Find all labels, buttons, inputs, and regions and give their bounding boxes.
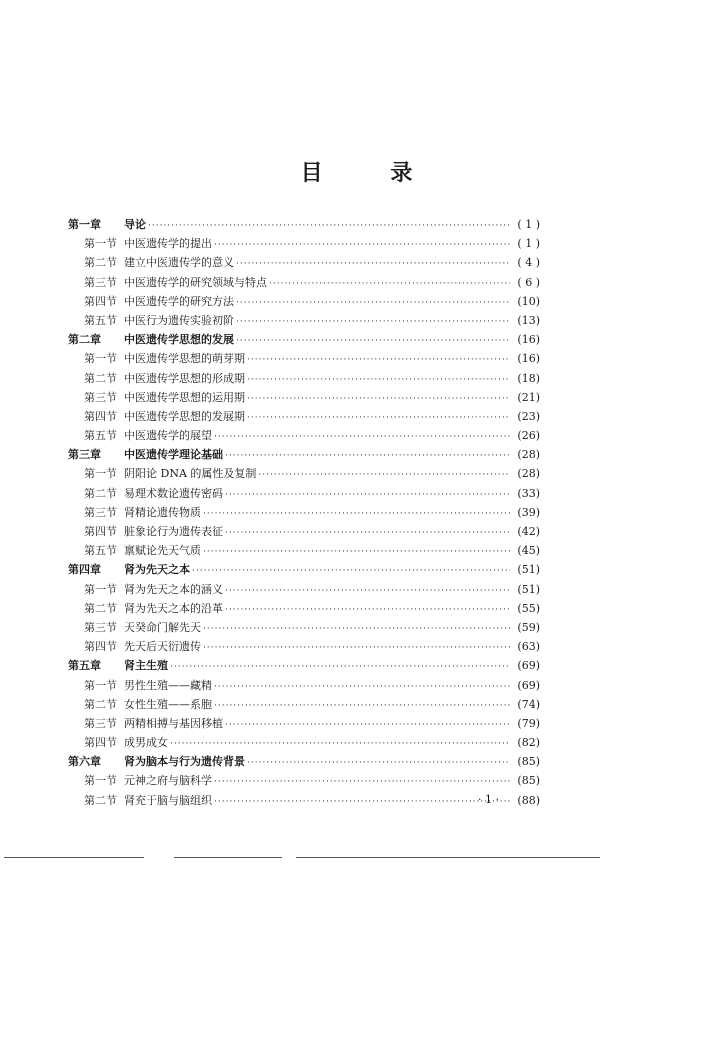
dot-leader: [203, 639, 510, 658]
toc-entry-title: 导论: [124, 218, 146, 231]
toc-entry-title: 中医行为遗传实验初阶: [124, 313, 234, 327]
dot-leader: [258, 466, 510, 485]
toc-entry-number: 第三节: [84, 275, 117, 289]
toc-entry-page: (33): [517, 486, 540, 500]
toc-entry-page: (28): [517, 448, 540, 462]
toc-entry-page: ( 4 ): [517, 256, 540, 270]
toc-entry-number: 第三节: [84, 620, 117, 634]
toc-entry-number: 第五节: [84, 429, 117, 443]
toc-entry-title: 中医遗传学思想的萌芽期: [124, 352, 245, 366]
toc-section-row: [68, 407, 540, 426]
dot-leader: [269, 275, 510, 294]
toc-section-row: [68, 349, 540, 368]
toc-entry-title: 元神之府与脑科学: [124, 774, 212, 788]
toc-entry-number: 第四节: [84, 640, 117, 654]
toc-entry-page: (59): [517, 620, 540, 634]
toc-entry-title: 肾为先天之本的涵义: [124, 582, 223, 596]
toc-chapter-row: [68, 560, 540, 579]
toc-entry-title: 阴阳论 DNA 的属性及复制: [124, 467, 257, 481]
toc-entry-page: (28): [517, 467, 540, 481]
dot-leader: [236, 255, 510, 274]
toc-entry-page: (74): [517, 697, 540, 711]
toc-entry-title: 禀赋论先天气质: [124, 544, 201, 558]
toc-entry-title: 中医遗传学理论基础: [124, 448, 223, 462]
toc-section-row: [68, 733, 540, 752]
dot-leader: [214, 236, 510, 255]
toc-section-row: [68, 369, 540, 388]
toc-section-row: [68, 599, 540, 618]
dot-leader: [247, 390, 510, 409]
toc-entry-number: 第二节: [84, 371, 117, 385]
toc-entry-title: 肾为先天之本的沿革: [124, 601, 223, 615]
toc-section-row: [68, 676, 540, 695]
toc-entry-number: 第三节: [84, 716, 117, 730]
toc-entry-page: (55): [517, 601, 540, 615]
toc-entry-title: 中医遗传学思想的形成期: [124, 371, 245, 385]
toc-section-row: [68, 695, 540, 714]
toc-entry-number: 第四章: [68, 563, 101, 577]
table-of-contents: [68, 215, 540, 810]
toc-section-row: [68, 522, 540, 541]
toc-entry-title: 中医遗传学的研究方法: [124, 294, 234, 308]
toc-entry-number: 第三节: [84, 505, 117, 519]
toc-entry-title: 男性生殖——藏精: [124, 678, 212, 692]
toc-entry-page: (69): [517, 659, 540, 673]
dot-leader: [225, 716, 510, 735]
toc-entry-number: 第四节: [84, 525, 117, 538]
toc-entry-title: 肾精论遗传物质: [124, 505, 201, 519]
toc-entry-number: 第一节: [84, 582, 117, 596]
toc-entry-number: 第二节: [84, 697, 117, 711]
toc-section-row: [68, 503, 540, 522]
toc-entry-title: 中医遗传学思想的发展期: [124, 409, 245, 423]
dot-leader: [225, 524, 510, 543]
toc-section-row: [68, 292, 540, 311]
dot-leader: [203, 505, 510, 524]
bottom-rule: [174, 857, 282, 858]
dot-leader: [247, 754, 510, 773]
toc-section-row: [68, 426, 540, 445]
toc-entry-title: 中医遗传学的提出: [124, 237, 212, 251]
toc-entry-page: (85): [517, 774, 540, 788]
toc-entry-title: 肾为脑本与行为遗传背景: [124, 755, 245, 769]
toc-entry-title: 中医遗传学思想的运用期: [124, 390, 245, 404]
toc-entry-page: (10): [517, 294, 540, 308]
dot-leader: [236, 313, 510, 332]
toc-entry-page: (51): [517, 582, 540, 596]
toc-entry-number: 第二节: [84, 601, 117, 615]
toc-entry-title: 女性生殖——系胞: [124, 697, 212, 711]
toc-entry-number: 第二节: [84, 793, 117, 807]
dot-leader: [214, 678, 510, 697]
dot-leader: [247, 409, 510, 428]
toc-entry-number: 第二节: [84, 256, 117, 270]
bottom-rule: [4, 857, 144, 858]
toc-chapter-row: [68, 445, 540, 464]
toc-entry-page: (79): [517, 716, 540, 730]
toc-entry-page: (42): [517, 525, 540, 538]
toc-entry-page: (26): [517, 429, 540, 443]
toc-entry-number: 第三节: [84, 390, 117, 404]
toc-entry-number: 第一节: [84, 678, 117, 692]
title-char-1: 目: [300, 161, 323, 186]
toc-entry-title: 脏象论行为遗传表征: [124, 525, 223, 538]
bottom-rule: [296, 857, 600, 858]
toc-section-row: [68, 273, 540, 292]
toc-section-row: [68, 484, 540, 503]
toc-entry-title: 天癸命门解先天: [124, 620, 201, 634]
dot-leader: [236, 294, 510, 313]
toc-entry-title: 肾主生殖: [124, 659, 168, 673]
toc-chapter-row: [68, 656, 540, 675]
toc-entry-number: 第五节: [84, 544, 117, 558]
toc-entry-title: 成男成女: [124, 736, 168, 750]
toc-section-row: [68, 541, 540, 560]
toc-entry-number: 第五节: [84, 313, 117, 327]
toc-entry-page: (16): [517, 333, 540, 347]
dot-leader: [214, 428, 510, 447]
toc-entry-number: 第六章: [68, 755, 101, 769]
toc-section-row: [68, 388, 540, 407]
toc-entry-page: (51): [517, 563, 540, 577]
toc-chapter-row: [68, 215, 540, 234]
toc-entry-page: (13): [517, 313, 540, 327]
dot-leader: [225, 486, 510, 505]
page-title: [0, 156, 713, 187]
dot-leader: [170, 658, 510, 677]
toc-section-row: [68, 618, 540, 637]
toc-entry-number: 第一节: [84, 467, 117, 481]
toc-section-row: [68, 771, 540, 790]
dot-leader: [247, 351, 510, 370]
toc-section-row: [68, 464, 540, 483]
toc-entry-title: 肾为先天之本: [124, 563, 190, 577]
toc-entry-number: 第四节: [84, 294, 117, 308]
toc-entry-page: (88): [517, 793, 540, 807]
toc-entry-number: 第四节: [84, 409, 117, 423]
dot-leader: [236, 332, 510, 351]
toc-entry-page: ( 1 ): [517, 237, 540, 251]
toc-entry-number: 第一节: [84, 237, 117, 251]
toc-entry-number: 第二章: [68, 333, 101, 347]
dot-leader: [203, 543, 510, 562]
toc-entry-page: ( 6 ): [517, 275, 540, 289]
toc-entry-title: 建立中医遗传学的意义: [124, 256, 234, 270]
toc-section-row: [68, 234, 540, 253]
toc-entry-title: 中医遗传学的展望: [124, 429, 212, 443]
toc-entry-number: 第四节: [84, 736, 117, 750]
toc-entry-page: ( 1 ): [517, 218, 540, 231]
toc-section-row: [68, 637, 540, 656]
toc-section-row: [68, 714, 540, 733]
toc-entry-page: (18): [517, 371, 540, 385]
toc-entry-page: (23): [517, 409, 540, 423]
dot-leader: [214, 697, 510, 716]
toc-section-row: [68, 253, 540, 272]
dot-leader: [192, 562, 510, 581]
toc-section-row: [68, 580, 540, 599]
toc-entry-page: (39): [517, 505, 540, 519]
toc-entry-page: (85): [517, 755, 540, 769]
toc-entry-number: 第一节: [84, 352, 117, 366]
dot-leader: [214, 793, 510, 812]
toc-entry-page: (21): [517, 390, 540, 404]
dot-leader: [225, 582, 510, 601]
toc-entry-page: (45): [517, 544, 540, 558]
toc-entry-number: 第一节: [84, 774, 117, 788]
toc-entry-title: 先天后天衍遗传: [124, 640, 201, 654]
dot-leader: [225, 601, 510, 620]
toc-entry-title: 两精相搏与基因移植: [124, 716, 223, 730]
toc-section-row: [68, 311, 540, 330]
toc-entry-title: 中医遗传学思想的发展: [124, 333, 234, 347]
toc-entry-page: (63): [517, 640, 540, 654]
toc-entry-page: (69): [517, 678, 540, 692]
dot-leader: [214, 773, 510, 792]
toc-entry-page: (82): [517, 736, 540, 750]
toc-entry-number: 第二节: [84, 486, 117, 500]
toc-entry-page: (16): [517, 352, 540, 366]
toc-entry-title: 肾充于脑与脑组织: [124, 793, 212, 807]
toc-entry-title: 中医遗传学的研究领域与特点: [124, 275, 267, 289]
dot-leader: [247, 371, 510, 390]
title-char-2: 录: [390, 161, 413, 186]
dot-leader: [225, 447, 510, 466]
toc-entry-number: 第五章: [68, 659, 101, 673]
toc-entry-number: 第一章: [68, 218, 101, 231]
toc-entry-title: 易理术数论遗传密码: [124, 486, 223, 500]
toc-chapter-row: [68, 330, 540, 349]
toc-section-row: [68, 791, 540, 810]
toc-chapter-row: [68, 752, 540, 771]
dot-leader: [203, 620, 510, 639]
toc-entry-number: 第三章: [68, 448, 101, 462]
page-number: · 1 ·: [478, 793, 499, 806]
